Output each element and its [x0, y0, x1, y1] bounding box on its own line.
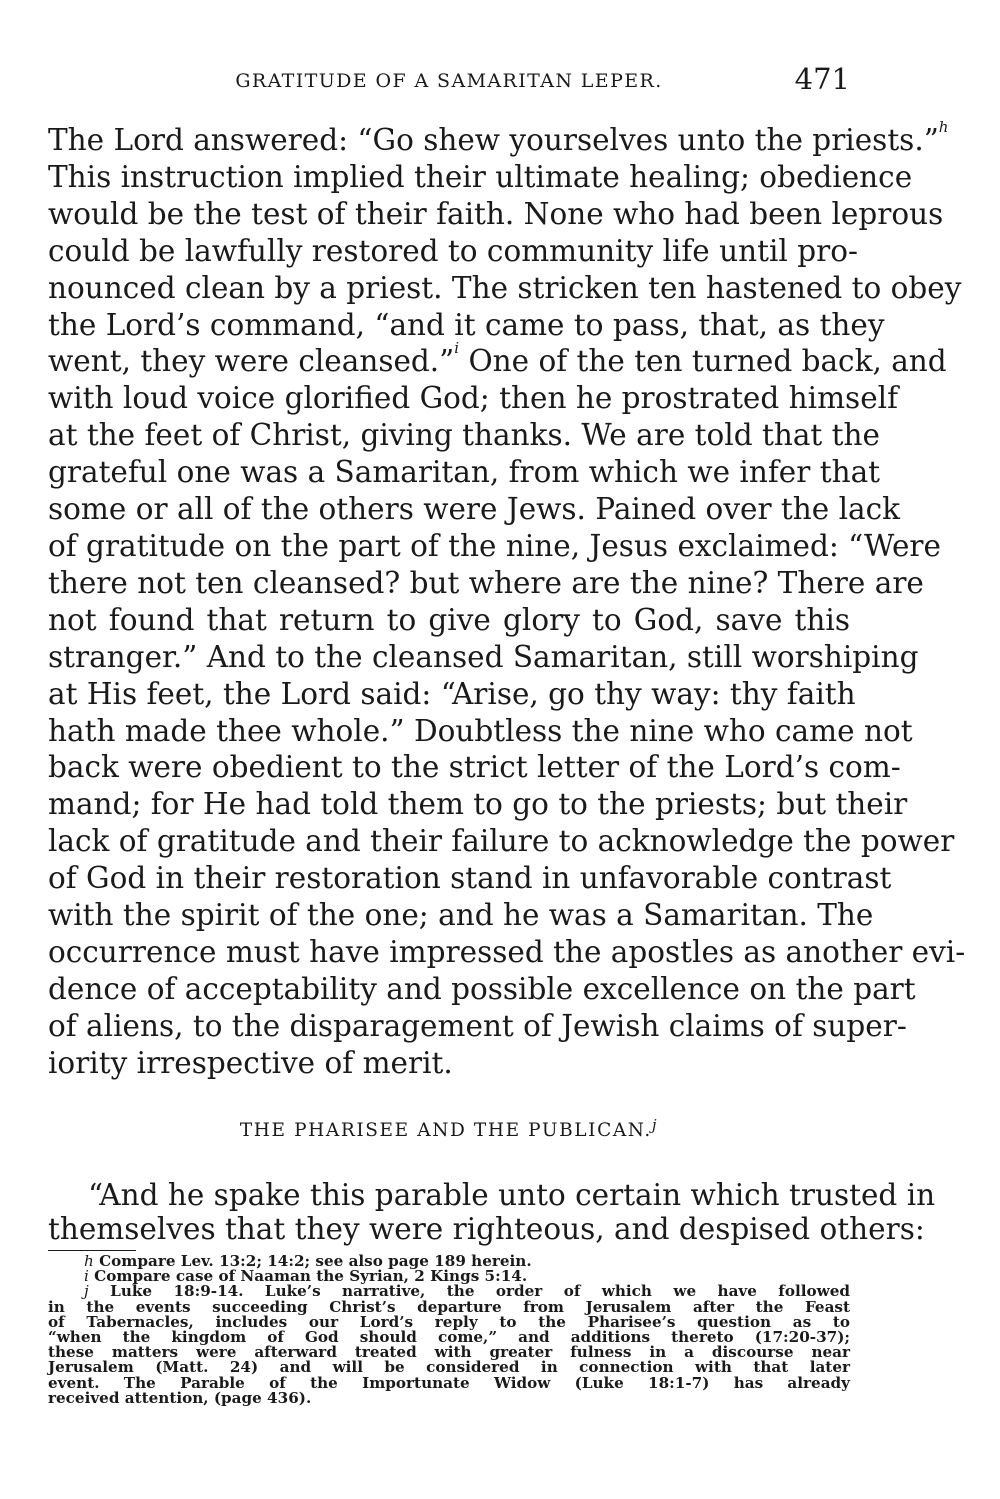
text-line: mand; for He had told them to go to the priests; but their	[48, 787, 908, 822]
text-line: nounced clean by a priest. The stricken ten hastened to obey	[48, 270, 962, 305]
footnote-ref-i[interactable]: i	[454, 339, 460, 358]
text-line: stranger.” And to the cleansed Samaritan, still worshiping	[48, 639, 919, 674]
text-line: could be lawfully restored to community life until pro-	[48, 233, 858, 268]
text-line: iority irrespective of merit.	[48, 1045, 453, 1080]
text-line: grateful one was a Samaritan, from which we infer that	[48, 455, 881, 490]
section-heading: THE PHARISEE AND THE PUBLICAN.$^j$	[239, 1116, 659, 1141]
text-line: with the spirit of the one; and he was a Samaritan. The	[48, 898, 874, 933]
text-line: occurrence must have impressed the apostles as another evi-	[48, 934, 966, 969]
text-line: went, they were cleansed.”$^i$ One of the ten turned back, and	[48, 339, 947, 379]
parable-opening	[48, 1178, 936, 1246]
text-line: there not ten cleansed? but where are the nine? There are	[48, 565, 924, 600]
text-line: dence of acceptability and possible excellence on the part	[48, 971, 916, 1006]
running-head	[48, 62, 850, 102]
body-paragraph	[48, 118, 966, 1082]
running-title: GRATITUDE OF A SAMARITAN LEPER.	[235, 70, 663, 92]
text-line: of God in their restoration stand in unfavorable contrast	[48, 861, 892, 896]
footnote-h: h Compare Lev. 13:2; 14:2; see also page 189 herein.	[84, 1252, 532, 1270]
text-line: This instruction implied their ultimate healing; obedience	[48, 159, 913, 194]
footnote-ref-h[interactable]: h	[938, 118, 949, 136]
footnote-line: these matters were afterward treated with greater fulness in a discourse near	[48, 1343, 850, 1362]
text-line: at the feet of Christ, giving thanks. We are told that the	[48, 418, 880, 453]
footnote-j: j Luke 18:9-14. Luke’s narrative, the order of which we have followed	[84, 1282, 850, 1301]
footnote-line: “when the kingdom of God should come,” and additions thereto (17:20-37);	[48, 1328, 850, 1347]
footnote-i: i Compare case of Naaman the Syrian, 2 Kings 5:14.	[84, 1267, 528, 1286]
text-line: would be the test of their faith. None who had been leprous	[48, 196, 944, 231]
text-line: The Lord answered: “Go shew yourselves unto the priests.”$^h$	[48, 118, 949, 157]
text-line: some or all of the others were Jews. Pained over the lack	[48, 492, 901, 527]
footnote-ref-j[interactable]: j	[651, 1116, 659, 1134]
text-line: the Lord’s command, “and it came to pass, that, as they	[48, 307, 885, 342]
text-line: of aliens, to the disparagement of Jewish claims of super-	[48, 1008, 907, 1043]
text-line: at His feet, the Lord said: “Arise, go thy way: thy faith	[48, 676, 856, 711]
footnote-line: of Tabernacles, includes our Lord’s reply to the Pharisee’s question as to	[48, 1312, 850, 1331]
text-line: back were obedient to the strict letter of the Lord’s com-	[48, 750, 901, 785]
footnote-line: event. The Parable of the Importunate Widow (Luke 18:1-7) has already	[48, 1373, 850, 1392]
text-line: hath made thee whole.” Doubtless the nine who came not	[48, 713, 913, 748]
text-line: not found that return to give glory to God, save this	[48, 602, 850, 637]
text-line: with loud voice glorified God; then he prostrated himself	[48, 381, 899, 416]
footnote-line: in the events succeeding Christ’s departure from Jerusalem after the Feast	[48, 1297, 850, 1316]
text-line: of gratitude on the part of the nine, Jesus exclaimed: “Were	[48, 528, 941, 563]
text-line: lack of gratitude and their failure to acknowledge the power	[48, 824, 955, 859]
footnote-line: received attention, (page 436).	[48, 1388, 312, 1407]
footnotes	[48, 1254, 850, 1406]
footnote-line: Jerusalem (Matt. 24) and will be considered in connection with that later	[48, 1358, 850, 1377]
page-number: 471	[794, 62, 850, 96]
text-line: “And he spake this parable unto certain which trusted in	[88, 1178, 936, 1212]
text-line: themselves that they were righteous, and despised others:	[48, 1212, 925, 1246]
